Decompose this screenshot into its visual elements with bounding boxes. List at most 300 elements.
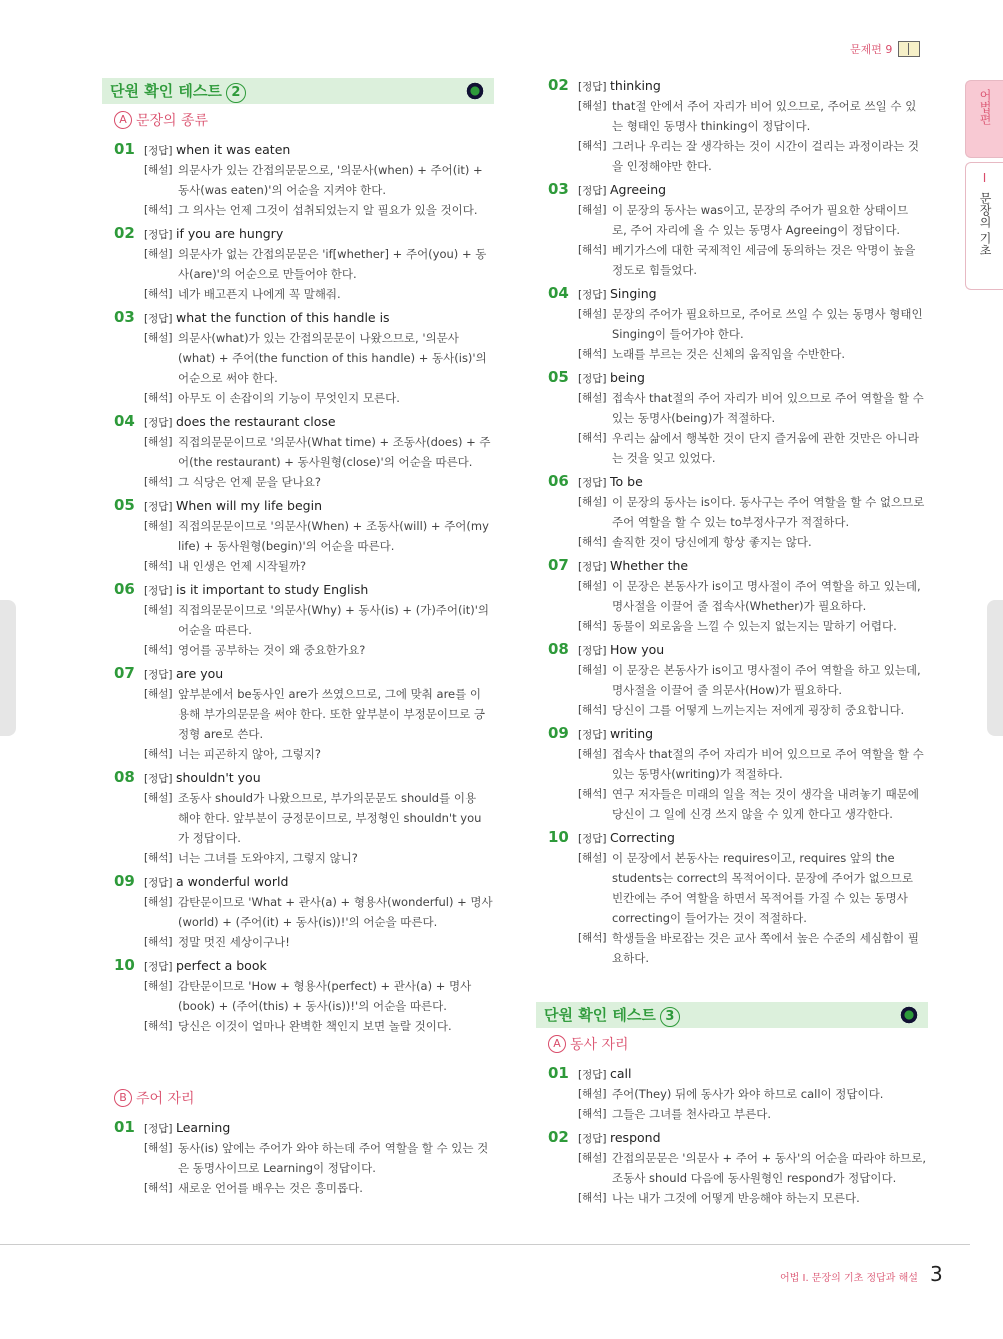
item-number: 06: [548, 472, 569, 490]
tab-grammar-label: 어법편: [978, 89, 992, 125]
item-number: 10: [114, 956, 135, 974]
answer-row: [548, 1128, 928, 1148]
answer-tag: [정답]: [578, 729, 607, 741]
line-text: 동사(is) 앞에는 주어가 와야 하는데 주어 역할을 할 수 있는 것: [178, 1141, 489, 1155]
answer-item: [114, 580, 494, 660]
explanation-line: [114, 200, 494, 220]
line-tag: [144, 912, 178, 932]
line-tag: [해석]: [578, 932, 607, 944]
line-tag: [해설]: [144, 164, 173, 176]
answer-tag: [정답]: [144, 669, 173, 681]
explanation-line: [548, 200, 928, 220]
answer-text: Agreeing: [610, 182, 667, 197]
line-text: 동물이 외로움을 느낄 수 있는지 없는지는 말하기 어렵다.: [612, 619, 897, 633]
line-tag: [578, 512, 612, 532]
explanation-line: [114, 388, 494, 408]
line-text: 은 동명사이므로 Learning이 정답이다.: [178, 1161, 376, 1175]
line-tag: [해석]: [578, 620, 607, 632]
line-tag: [해설]: [578, 664, 607, 676]
answer-item: [548, 180, 928, 280]
section-heading-b: B 주어 자리: [114, 1088, 494, 1108]
book-label: 문제편 9: [850, 43, 893, 56]
line-tag: [578, 448, 612, 468]
tab-basic-label: 문장의 기초: [978, 192, 992, 256]
answer-row: [114, 1118, 494, 1138]
answer-item: [114, 1118, 494, 1198]
explanation-line: [548, 1104, 928, 1124]
explanation-line: [114, 348, 494, 368]
answer-tag: [정답]: [578, 1069, 607, 1081]
tab-grammar[interactable]: [965, 80, 1003, 158]
answer-row: [548, 828, 928, 848]
line-text: 동사(was eaten)'의 어순을 지켜야 한다.: [178, 183, 387, 197]
line-tag: [578, 220, 612, 240]
answer-row: [548, 284, 928, 304]
line-text: 연구 저자들은 미래의 일을 적는 것이 생각을 내려놓기 때문에: [612, 787, 919, 801]
line-tag: [144, 996, 178, 1016]
page-footer: [780, 1262, 943, 1286]
explanation-line: [114, 264, 494, 284]
explanation-line: [548, 220, 928, 240]
line-text: 주어(They) 뒤에 동사가 와야 하므로 call이 정답이다.: [612, 1087, 884, 1101]
answer-item: [114, 224, 494, 304]
explanation-line: [114, 788, 494, 808]
explanation-line: [548, 96, 928, 116]
line-text: 사(are)'의 어순으로 만들어야 한다.: [178, 267, 357, 281]
line-tag: [578, 764, 612, 784]
line-tag: [해설]: [144, 332, 173, 344]
item-number: 06: [114, 580, 135, 598]
explanation-line: [114, 892, 494, 912]
line-text: 이 문장에서 본동사는 requires이고, requires 앞의 the: [612, 851, 895, 865]
line-tag: [578, 1168, 612, 1188]
side-tabs: [965, 80, 1003, 294]
answer-row: [114, 140, 494, 160]
explanation-line: [114, 620, 494, 640]
explanation-line: [548, 804, 928, 824]
answer-tag: [정답]: [144, 1123, 173, 1135]
explanation-line: [548, 948, 928, 968]
line-tag: [144, 724, 178, 744]
line-text: 직접의문문이므로 '의문사(When) + 조동사(will) + 주어(my: [178, 519, 489, 533]
explanation-line: [548, 576, 928, 596]
line-tag: [해설]: [578, 100, 607, 112]
answer-text: when it was eaten: [176, 142, 291, 157]
line-tag: [578, 948, 612, 968]
explanation-line: [548, 324, 928, 344]
answer-text: Whether the: [610, 558, 689, 573]
answer-tag: [정답]: [144, 313, 173, 325]
explanation-line: [548, 744, 928, 764]
line-tag: [해석]: [578, 704, 607, 716]
line-text: (book) + (주어(this) + 동사(is))!'의 어순을 따른다.: [178, 999, 447, 1013]
line-text: 네가 배고픈지 나에게 꼭 말해줘.: [178, 287, 341, 301]
left-column: [102, 78, 494, 1202]
section-heading-a: A 문장의 종류: [114, 110, 494, 130]
answer-text: perfect a book: [176, 958, 267, 973]
answer-item: [114, 768, 494, 868]
line-tag: [144, 536, 178, 556]
explanation-line: [548, 240, 928, 260]
answer-row: [548, 640, 928, 660]
line-tag: [해설]: [578, 1088, 607, 1100]
item-number: 07: [114, 664, 135, 682]
line-text: 는 형태인 동명사 thinking이 정답이다.: [612, 119, 811, 133]
answer-item: [548, 472, 928, 552]
answer-text: Correcting: [610, 830, 675, 845]
item-number: 04: [114, 412, 135, 430]
line-tag: [144, 368, 178, 388]
line-tag: [해석]: [578, 788, 607, 800]
line-tag: [578, 156, 612, 176]
answer-text: if you are hungry: [176, 226, 284, 241]
answer-tag: [정답]: [578, 561, 607, 573]
answer-tag: [정답]: [144, 145, 173, 157]
answer-item: [548, 724, 928, 824]
line-tag: [해석]: [144, 560, 173, 572]
answer-text: writing: [610, 726, 654, 741]
explanation-line: [114, 244, 494, 264]
answer-item: [114, 956, 494, 1036]
explanation-line: [548, 136, 928, 156]
item-number: 02: [548, 76, 569, 94]
answer-tag: [정답]: [144, 417, 173, 429]
line-tag: [144, 348, 178, 368]
line-text: 조동사 should 다음에 동사원형인 respond가 정답이다.: [612, 1171, 897, 1185]
explanation-line: [114, 284, 494, 304]
explanation-line: [548, 156, 928, 176]
item-number: 02: [548, 1128, 569, 1146]
line-tag: [해설]: [578, 852, 607, 864]
footer-text: 어법 Ⅰ. 문장의 기초 정답과 해설: [780, 1273, 918, 1284]
line-text: 요하다.: [612, 951, 649, 965]
answer-item: [548, 828, 928, 968]
line-text: 감탄문이므로 'How + 형용사(perfect) + 관사(a) + 명사: [178, 979, 472, 993]
explanation-line: [114, 1016, 494, 1036]
line-text: students는 correct의 목적어이다. 문장에 주어가 없으므로: [612, 871, 914, 885]
explanation-line: [114, 432, 494, 452]
line-text: 빈칸에는 주어 역할을 하면서 목적어를 가질 수 있는 동명사: [612, 891, 908, 905]
answer-text: a wonderful world: [176, 874, 289, 889]
answer-tag: [정답]: [578, 833, 607, 845]
unit-number: 3: [660, 1007, 680, 1027]
answer-row: [114, 580, 494, 600]
explanation-line: [548, 492, 928, 512]
explanation-line: [114, 828, 494, 848]
item-number: 09: [114, 872, 135, 890]
line-text: 명사절을 이끌어 줄 접속사(Whether)가 필요하다.: [612, 599, 867, 613]
answer-item: [548, 640, 928, 720]
line-text: 당신이 그를 어떻게 느끼는지는 저에게 굉장히 중요합니다.: [612, 703, 905, 717]
line-tag: [해석]: [578, 244, 607, 256]
explanation-line: [548, 344, 928, 364]
answer-text: respond: [610, 1130, 661, 1145]
line-text: 정말 멋진 세상이구나!: [178, 935, 290, 949]
explanation-line: [548, 928, 928, 948]
answer-row: [114, 664, 494, 684]
line-text: that절 안에서 주어 자리가 비어 있으므로, 주어로 쓰일 수 있: [612, 99, 917, 113]
line-text: 가 정답이다.: [178, 831, 241, 845]
line-tag: [해설]: [578, 308, 607, 320]
explanation-line: [548, 260, 928, 280]
line-text: 문장의 주어가 필요하므로, 주어로 쓰일 수 있는 동명사 형태인: [612, 307, 923, 321]
line-text: 노래를 부르는 것은 신체의 움직임을 수반한다.: [612, 347, 846, 361]
page-header: [850, 41, 920, 57]
explanation-line: [114, 328, 494, 348]
answer-item: [114, 140, 494, 220]
explanation-line: [114, 600, 494, 620]
explanation-line: [114, 1178, 494, 1198]
line-text: 의문사가 있는 간접의문문으로, '의문사(when) + 주어(it) +: [178, 163, 483, 177]
line-tag: [578, 408, 612, 428]
answer-text: Singing: [610, 286, 657, 301]
item-number: 08: [114, 768, 135, 786]
explanation-line: [114, 536, 494, 556]
line-text: life) + 동사원형(begin)'의 어순을 따른다.: [178, 539, 395, 553]
answer-row: [548, 472, 928, 492]
explanation-line: [548, 1148, 928, 1168]
line-tag: [144, 452, 178, 472]
line-tag: [해석]: [144, 288, 173, 300]
line-text: 직접의문문이므로 '의문사(Why) + 동사(is) + (가)주어(it)'의: [178, 603, 489, 617]
explanation-line: [548, 764, 928, 784]
explanation-line: [548, 1084, 928, 1104]
line-tag: [해석]: [144, 476, 173, 488]
item-number: 05: [114, 496, 135, 514]
line-text: 당신이 그 일에 신경 쓰지 않을 수 있게 한다고 생각한다.: [612, 807, 893, 821]
answer-item: [548, 76, 928, 176]
explanation-line: [114, 180, 494, 200]
answer-row: [114, 768, 494, 788]
line-text: 있는 동명사(being)가 적절하다.: [612, 411, 776, 425]
explanation-line: [548, 784, 928, 804]
explanation-line: [548, 1168, 928, 1188]
answer-tag: [정답]: [144, 501, 173, 513]
explanation-line: [114, 684, 494, 704]
line-text: 용해 부가의문문을 써야 한다. 또한 앞부분이 부정문이므로 긍: [178, 707, 485, 721]
line-text: 너는 피곤하지 않아, 그렇지?: [178, 747, 321, 761]
explanation-line: [548, 596, 928, 616]
explanation-line: [548, 660, 928, 680]
line-text: 이 문장은 본동사가 is이고 명사절이 주어 역할을 하고 있는데,: [612, 663, 921, 677]
line-tag: [해설]: [144, 604, 173, 616]
line-tag: [144, 264, 178, 284]
answer-item: [548, 1128, 928, 1208]
next-page-arrow[interactable]: [987, 600, 1003, 736]
item-number: 07: [548, 556, 569, 574]
line-text: (world) + (주어(it) + 동사(is))!'의 어순을 따른다.: [178, 915, 438, 929]
answer-row: [114, 872, 494, 892]
line-text: 내 인생은 언제 시작될까?: [178, 559, 307, 573]
line-tag: [해석]: [144, 204, 173, 216]
item-number: 01: [548, 1064, 569, 1082]
answer-tag: [정답]: [144, 961, 173, 973]
line-tag: [해설]: [578, 1152, 607, 1164]
line-tag: [해석]: [144, 748, 173, 760]
line-tag: [578, 596, 612, 616]
explanation-line: [548, 700, 928, 720]
item-number: 03: [548, 180, 569, 198]
explanation-line: [114, 976, 494, 996]
line-text: Singing이 들어가야 한다.: [612, 327, 744, 341]
unit-title: 단원 확인 테스트 2: [110, 80, 246, 103]
answer-row: [114, 224, 494, 244]
line-text: 접속사 that절의 주어 자리가 비어 있으므로 주어 역할을 할 수: [612, 747, 924, 761]
answer-item: [548, 368, 928, 468]
answer-tag: [정답]: [144, 773, 173, 785]
answer-item: [114, 496, 494, 576]
explanation-line: [548, 908, 928, 928]
line-text: 나는 내가 그것에 어떻게 반응해야 하는지 모른다.: [612, 1191, 860, 1205]
answer-row: [548, 368, 928, 388]
line-text: 있는 동명사(writing)가 적절하다.: [612, 767, 783, 781]
explanation-line: [114, 472, 494, 492]
line-text: 당신은 이것이 얼마나 완벽한 책인지 보면 놀랄 것이다.: [178, 1019, 452, 1033]
unit-title: 단원 확인 테스트 3: [544, 1004, 680, 1027]
line-text: 어순으로 써야 한다.: [178, 371, 278, 385]
line-tag: [해설]: [578, 496, 607, 508]
answer-text: How you: [610, 642, 665, 657]
answer-tag: [정답]: [144, 229, 173, 241]
explanation-line: [548, 304, 928, 324]
line-text: 솔직한 것이 당신에게 항상 좋지는 않다.: [612, 535, 812, 549]
line-tag: [해설]: [578, 580, 607, 592]
line-text: 어순을 따른다.: [178, 623, 252, 637]
unit-banner-3: [536, 1002, 928, 1028]
line-tag: [해석]: [144, 644, 173, 656]
explanation-line: [114, 808, 494, 828]
line-tag: [해설]: [578, 204, 607, 216]
item-number: 09: [548, 724, 569, 742]
answer-text: When will my life begin: [176, 498, 322, 513]
line-tag: [578, 116, 612, 136]
explanation-line: [548, 428, 928, 448]
answer-tag: [정답]: [578, 289, 607, 301]
item-number: 01: [114, 140, 135, 158]
explanation-line: [114, 744, 494, 764]
line-text: 주어 역할을 할 수 있는 to부정사구가 적절하다.: [612, 515, 850, 529]
line-text: 영어를 공부하는 것이 왜 중요한가요?: [178, 643, 366, 657]
line-text: 이 문장의 동사는 was이고, 문장의 주어가 필요한 상태이므: [612, 203, 909, 217]
explanation-line: [114, 516, 494, 536]
line-text: 는 것을 잊고 있었다.: [612, 451, 716, 465]
line-tag: [해설]: [578, 748, 607, 760]
answer-tag: [정답]: [578, 477, 607, 489]
line-text: 명사절을 이끌어 줄 의문사(How)가 필요하다.: [612, 683, 843, 697]
unit-logo-icon: [464, 81, 486, 101]
explanation-line: [548, 532, 928, 552]
line-tag: [해설]: [144, 896, 173, 908]
line-text: 로, 주어 자리에 올 수 있는 동명사 Agreeing이 정답이다.: [612, 223, 901, 237]
item-number: 04: [548, 284, 569, 302]
line-text: 이 문장의 동사는 is이다. 동사구는 주어 역할을 할 수 없으므로: [612, 495, 925, 509]
answer-tag: [정답]: [578, 1133, 607, 1145]
explanation-line: [114, 1158, 494, 1178]
answer-tag: [정답]: [578, 645, 607, 657]
answer-tag: [정답]: [578, 373, 607, 385]
line-tag: [해석]: [578, 348, 607, 360]
line-text: correcting이 들어가는 것이 적절하다.: [612, 911, 807, 925]
line-tag: [해석]: [578, 1192, 607, 1204]
tab-basic[interactable]: [965, 162, 1003, 290]
section-heading-a: A 동사 자리: [548, 1034, 928, 1054]
explanation-line: [548, 616, 928, 636]
explanation-line: [114, 452, 494, 472]
explanation-line: [114, 932, 494, 952]
line-tag: [578, 804, 612, 824]
line-text: 너는 그녀를 도와야지, 그렇지 않니?: [178, 851, 358, 865]
line-tag: [해석]: [144, 936, 173, 948]
explanation-line: [548, 680, 928, 700]
line-text: 그들은 그녀를 천사라고 부른다.: [612, 1107, 772, 1121]
line-tag: [해석]: [144, 392, 173, 404]
answer-text: call: [610, 1066, 632, 1081]
line-tag: [해석]: [578, 1108, 607, 1120]
answer-tag: [정답]: [144, 877, 173, 889]
answer-text: what the function of this handle is: [176, 310, 390, 325]
line-tag: [144, 1158, 178, 1178]
line-tag: [578, 868, 612, 888]
explanation-line: [548, 116, 928, 136]
line-text: 학생들을 바로잡는 것은 교사 쪽에서 높은 수준의 세심함이 필: [612, 931, 919, 945]
explanation-line: [548, 868, 928, 888]
explanation-line: [114, 848, 494, 868]
item-number: 01: [114, 1118, 135, 1136]
answer-row: [548, 724, 928, 744]
line-text: 정형 are로 쓴다.: [178, 727, 264, 741]
prev-page-arrow[interactable]: [0, 600, 16, 736]
answer-item: [114, 872, 494, 952]
line-text: 새로운 언어를 배우는 것은 흥미롭다.: [178, 1181, 363, 1195]
line-text: 우리는 삶에서 행복한 것이 단지 즐거움에 관한 것만은 아니라: [612, 431, 919, 445]
line-tag: [해석]: [578, 432, 607, 444]
line-tag: [144, 828, 178, 848]
explanation-line: [548, 848, 928, 868]
line-tag: [144, 704, 178, 724]
answer-row: [114, 308, 494, 328]
line-tag: [해설]: [144, 1142, 173, 1154]
line-tag: [해설]: [144, 792, 173, 804]
item-number: 03: [114, 308, 135, 326]
answer-item: [114, 664, 494, 764]
line-text: 이 문장은 본동사가 is이고 명사절이 주어 역할을 하고 있는데,: [612, 579, 921, 593]
explanation-line: [114, 1138, 494, 1158]
line-text: 을 인정해야만 한다.: [612, 159, 712, 173]
answer-item: [114, 308, 494, 408]
line-tag: [578, 324, 612, 344]
line-text: 해야 한다. 앞부분이 긍정문이므로, 부정형인 shouldn't you: [178, 811, 482, 825]
line-text: 앞부분에서 be동사인 are가 쓰였으므로, 그에 맞춰 are를 이: [178, 687, 481, 701]
line-text: 어(the restaurant) + 동사원형(close)'의 어순을 따른다.: [178, 455, 473, 469]
line-tag: [해설]: [144, 520, 173, 532]
answer-text: Learning: [176, 1120, 231, 1135]
line-tag: [해석]: [578, 140, 607, 152]
answer-row: [548, 1064, 928, 1084]
line-text: 그 식당은 언제 문을 닫나요?: [178, 475, 321, 489]
answer-tag: [정답]: [578, 81, 607, 93]
explanation-line: [548, 388, 928, 408]
answer-item: [548, 1064, 928, 1124]
explanation-line: [548, 408, 928, 428]
line-text: 그 의사는 언제 그것이 섭취되었는지 알 필요가 있을 것이다.: [178, 203, 478, 217]
line-tag: [144, 180, 178, 200]
explanation-line: [548, 888, 928, 908]
line-text: 아무도 이 손잡이의 기능이 무엇인지 모른다.: [178, 391, 400, 405]
line-tag: [144, 620, 178, 640]
answer-text: shouldn't you: [176, 770, 261, 785]
line-text: 접속사 that절의 주어 자리가 비어 있으므로 주어 역할을 할 수: [612, 391, 924, 405]
line-tag: [해설]: [144, 980, 173, 992]
